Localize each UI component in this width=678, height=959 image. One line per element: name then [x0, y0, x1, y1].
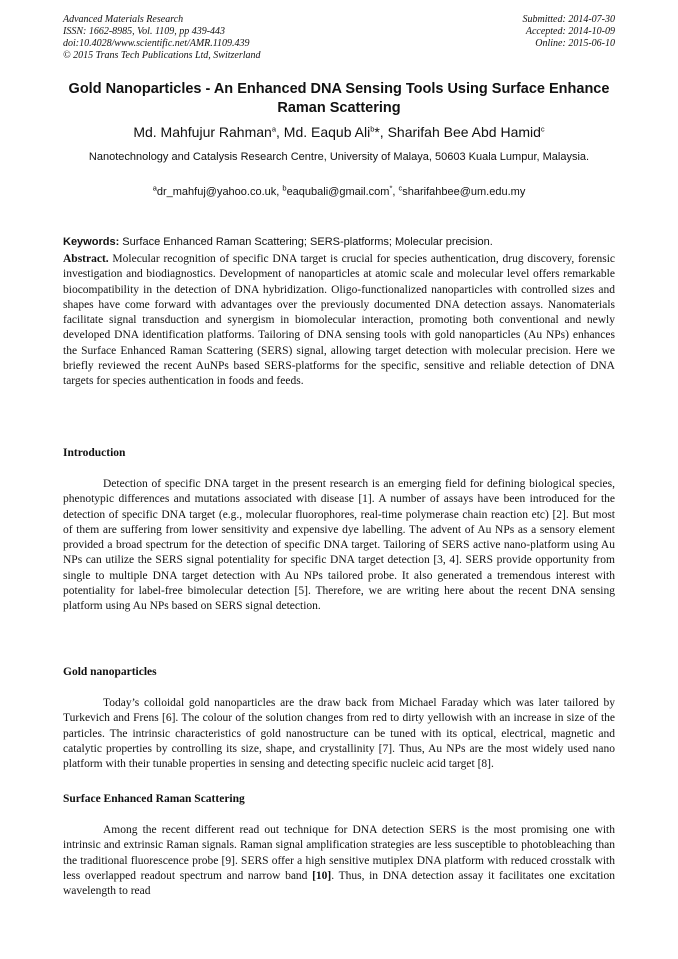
copyright-line: © 2015 Trans Tech Publications Ltd, Switzerland [63, 50, 261, 61]
doi-line: doi:10.4028/www.scientific.net/AMR.1109.439 [63, 38, 250, 49]
issn-line: ISSN: 1662-8985, Vol. 1109, pp 439-443 [63, 26, 226, 37]
email-mark: c [398, 183, 403, 193]
section-heading-gold-nanoparticles: Gold nanoparticles [63, 666, 157, 678]
author-name: Md. Eaqub Ali [283, 124, 371, 140]
accepted-date: Accepted: 2014-10-09 [525, 26, 615, 37]
sers-text-part: . Thus, in DNA detection assay it facilitates one excitation wavelength to read [63, 869, 615, 898]
paper-title: Gold Nanoparticles - An Enhanced DNA Sensing Tools Using Surface Enhance Raman Scattering [68, 81, 610, 116]
author-name: Md. Mahfujur Rahman [133, 124, 272, 140]
gold-nanoparticles-paragraph: Today’s colloidal gold nanoparticles are the draw back from Michael Faraday which was later tailored by Turkevich and Frens [6]. The colour of the solution changes from red to dirty yellowish with an increase in size of the particles. The intrinsic characteristics of gold nanostructure can be tuned with its optical, electrical, magnetic and catalytic properties by controlling its size, shape, and crystallinity [7]. Thus, Au NPs are the most widely used nano platform with their tunable properties in sensing and detecting specific nucleic acid target [8]. [63, 697, 615, 771]
journal-info [63, 14, 261, 62]
email-address[interactable]: eaqubali@gmail.com [286, 186, 390, 198]
abstract-text: Molecular recognition of specific DNA target is crucial for species authentication, drug discovery, forensic investigation and biodiagnostics. Development of nanoparticles at atomic scale and molecular level offers remarkable biocompatibility in the detection of DNA hybridization. Oligo-functionalized nanoparticles with controlled sizes and shapes have come forward with advantages over the previously documented DNA detection assays. Nanomaterials facilitate signal transduction and synergism in biomolecular interaction, promoting both conventional and newly developed DNA identification platforms. Tailoring of DNA sensing tools with gold nanoparticles (Au NPs) enhances the Surface Enhanced Raman Scattering (SERS) signal, allowing target detection with molecular precision. Here we briefly reviewed the recent AuNPs based SERS-platforms for the specific, sensitive and reliable detection of DNA targets for species authentication in foods and feeds. [63, 253, 615, 388]
author-affil-mark: b [370, 124, 375, 134]
section-heading-sers: Surface Enhanced Raman Scattering [63, 793, 245, 805]
author-separator: *, [374, 124, 388, 140]
email-separator: , [276, 186, 283, 198]
email-separator: , [392, 186, 399, 198]
email-mark: b [282, 183, 287, 193]
email-list [63, 185, 615, 200]
author-separator: , [276, 124, 284, 140]
affiliation: Nanotechnology and Catalysis Research Centre, University of Malaya, 50603 Kuala Lumpur, Malaysia. [88, 151, 590, 163]
email-address[interactable]: sharifahbee@um.edu.my [402, 186, 526, 198]
journal-name: Advanced Materials Research [63, 14, 184, 25]
author-name: Sharifah Bee Abd Hamid [387, 124, 541, 140]
email-mark: a [152, 183, 157, 193]
sers-paragraph [63, 823, 615, 899]
abstract [63, 252, 615, 390]
author-affil-mark: c [540, 124, 545, 134]
citation-ref: [10] [312, 869, 332, 882]
online-date: Online: 2015-06-10 [535, 38, 615, 49]
corresponding-mark: * [389, 183, 393, 193]
section-heading-introduction: Introduction [63, 447, 126, 459]
submitted-date: Submitted: 2014-07-30 [522, 14, 615, 25]
sers-text-part: Among the recent different read out technique for DNA detection SERS is the most promising one with intrinsic and extrinsic Raman signals. Raman signal amplification strategies are less susceptible to photobleaching than the traditional fluorescence probe [9]. SERS offer a high sensitive mutiplex DNA platform with reduced crosstalk with less overlapped readout spectrum and narrow band [63, 824, 615, 882]
keywords-text: Surface Enhanced Raman Scattering; SERS-platforms; Molecular precision. [119, 236, 493, 248]
keywords-label: Keywords: [63, 236, 120, 248]
keywords [63, 235, 615, 249]
introduction-paragraph: Detection of specific DNA target in the present research is an emerging field for defining biological species, phenotypic differences and mutations associated with disease [1]. A number of assays have been introduced for the detection of specific DNA target (e.g., molecular fluorophores, real-time polymerase chain reaction etc) [2]. But most of them are suffering from lower sensitivity and expensive dye labelling. The advent of Au NPs as a sensory element provided a broad spectrum for the detection of specific DNA target. Tailoring of SERS active nano-platform using Au NPs can utilize the SERS signal potentiality for specific DNA target detection [3, 4]. SERS provide opportunity from single to multiple DNA target detection with Au NPs tailored probe. It also generated a tremendous interest with potentiality for label-free bimolecular detection [5]. Therefore, we are writing here about the recent DNA sensing platform using Au NPs based on SERS signal detection. [63, 478, 615, 613]
author-affil-mark: a [271, 124, 277, 134]
author-list [63, 123, 615, 141]
submission-dates [523, 14, 616, 50]
abstract-label: Abstract. [63, 253, 109, 265]
email-address[interactable]: dr_mahfuj@yahoo.co.uk [156, 186, 277, 198]
